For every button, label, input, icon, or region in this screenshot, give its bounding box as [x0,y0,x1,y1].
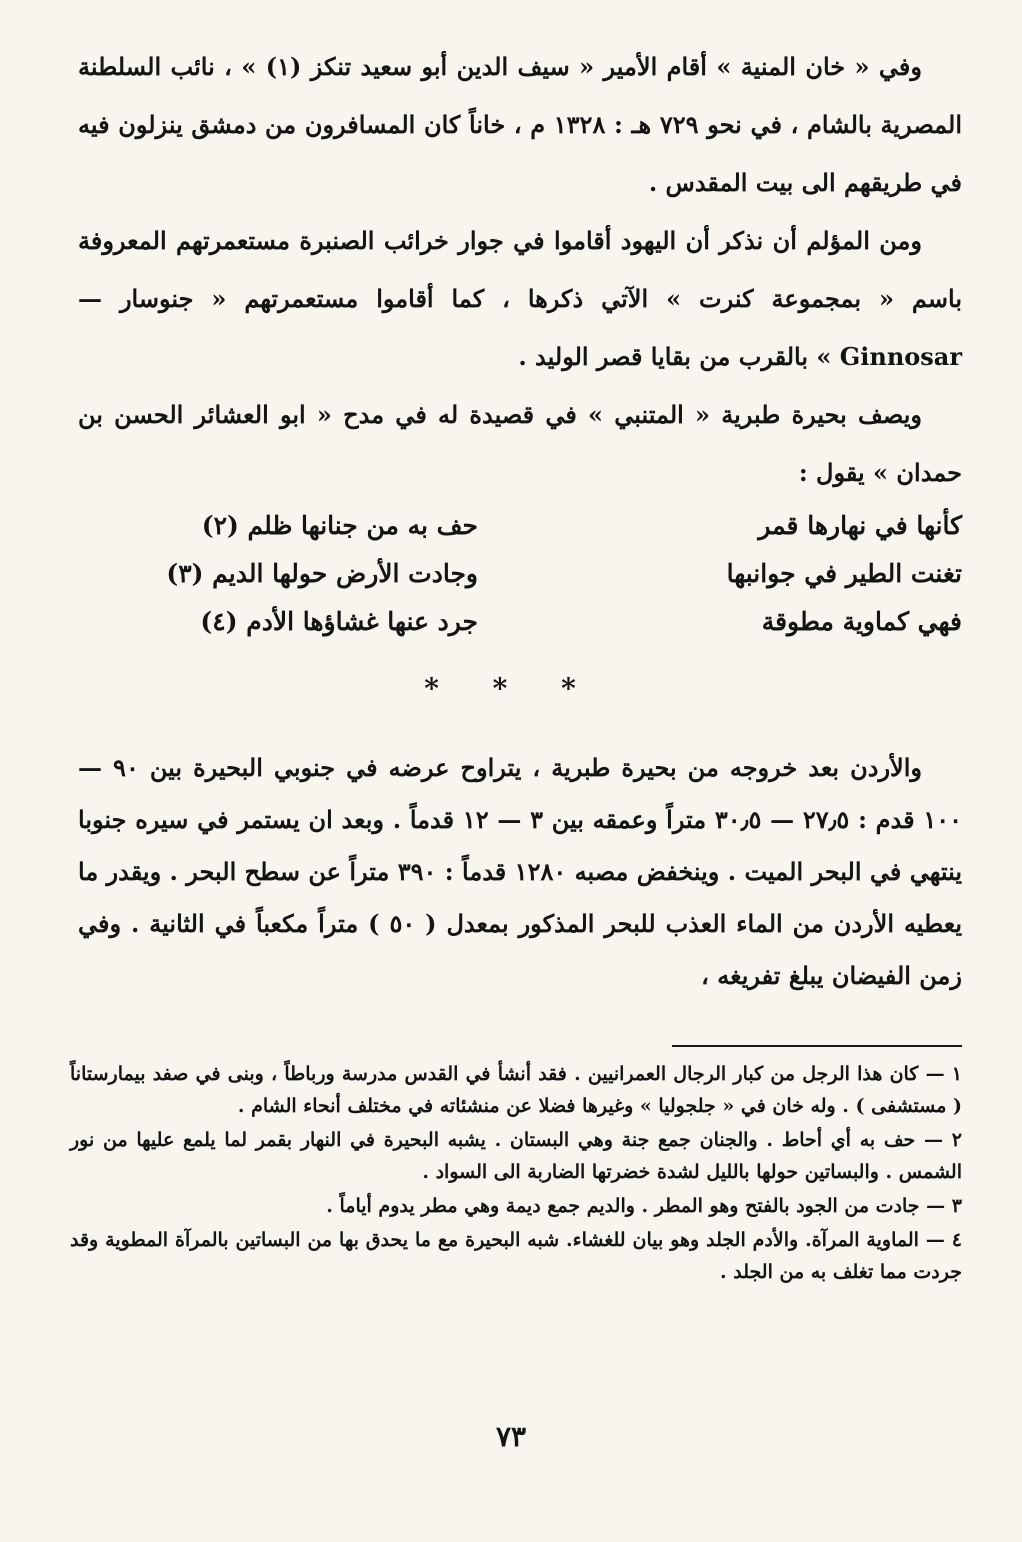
footnote-2: ٢ — حف به أي أحاط . والجنان جمع جنة وهي البستان . يشبه البحيرة في النهار بقمر لما يلمع عليها من نور الشمس . والبساتين حولها بالليل لشدة خضرتها الضاربة الى السواد . [70,1129,962,1183]
page-number: ٧٣ [495,1420,527,1453]
paragraph-poet-intro: ويصف بحيرة طبرية « المتنبي » في قصيدة له في مدح « ابو العشائر الحسن بن حمدان » يقول : [78,400,962,487]
poem-verse [78,598,962,646]
section-separator: * * * [424,672,598,705]
verse-first-hemistich: تغنت الطير في جوانبها [726,559,962,588]
poem [78,502,962,646]
footnote-3: ٣ — جادت من الجود بالفتح وهو المطر . والديم جمع ديمة وهي مطر يدوم أياماً . [326,1195,962,1217]
jordan-river-text [78,742,962,1002]
footnotes [70,1058,962,1290]
verse-second-hemistich: حف به من جنانها ظلم (٢) [201,511,478,540]
verse-first-hemistich: فهي كماوية مطوقة [761,607,962,636]
poem-verse [78,502,962,550]
verse-first-hemistich: كأنها في نهارها قمر [758,511,962,540]
main-text [78,38,962,646]
verse-second-hemistich: جرد عنها غشاؤها الأدم (٤) [200,607,478,636]
footnote-1: ١ — كان هذا الرجل من كبار الرجال العمرانيين . فقد أنشأ في القدس مدرسة ورباطاً ، وبنى في صفد بيمارستاناً ( مستشفى ) . وله خان في « جلجوليا » وغيرها فضلا عن منشئاته في مختلف أنحاء الشام . [70,1063,962,1117]
paragraph-settlements: ومن المؤلم أن نذكر أن اليهود أقاموا في جوار خرائب الصنبرة مستعمرتهم المعروفة باسم « بمجموعة كنرت » الآتي ذكرها ، كما أقاموا مستعمرتهم « جنوسار — Ginnosar » بالقرب من بقايا قصر الوليد . [78,226,962,371]
footnote-divider [672,1045,962,1047]
verse-second-hemistich: وجادت الأرض حولها الديم (٣) [166,559,478,588]
poem-verse [78,550,962,598]
paragraph-khan: وفي « خان المنية » أقام الأمير « سيف الدين أبو سعيد تنكز (١) » ، نائب السلطنة المصرية بالشام ، في نحو ٧٢٩ هـ : ١٣٢٨ م ، خاناً كان المسافرون من دمشق ينزلون فيه في طريقهم الى بيت المقدس . [78,52,962,197]
footnote-4: ٤ — الماوية المرآة. والأدم الجلد وهو بيان للغشاء. شبه البحيرة مع ما يحدق بها من البساتين بالمرآة المطوية وقد جردت مما تغلف به من الجلد . [70,1229,962,1283]
paragraph-jordan: والأردن بعد خروجه من بحيرة طبرية ، يتراوح عرضه في جنوبي البحيرة بين ٩٠ — ١٠٠ قدم : ٢٧٫٥ — ٣٠٫٥ متراً وعمقه بين ٣ — ١٢ قدماً . وبعد ان يستمر في سيره جنوبا ينتهي في البحر الميت . وينخفض مصبه ١٢٨٠ قدماً : ٣٩٠ متراً عن سطح البحر . ويقدر ما يعطيه الأردن من الماء العذب للبحر المذكور بمعدل ( ٥٠ ) متراً مكعباً في الثانية . وفي زمن الفيضان يبلغ تفريغه ، [78,753,963,990]
